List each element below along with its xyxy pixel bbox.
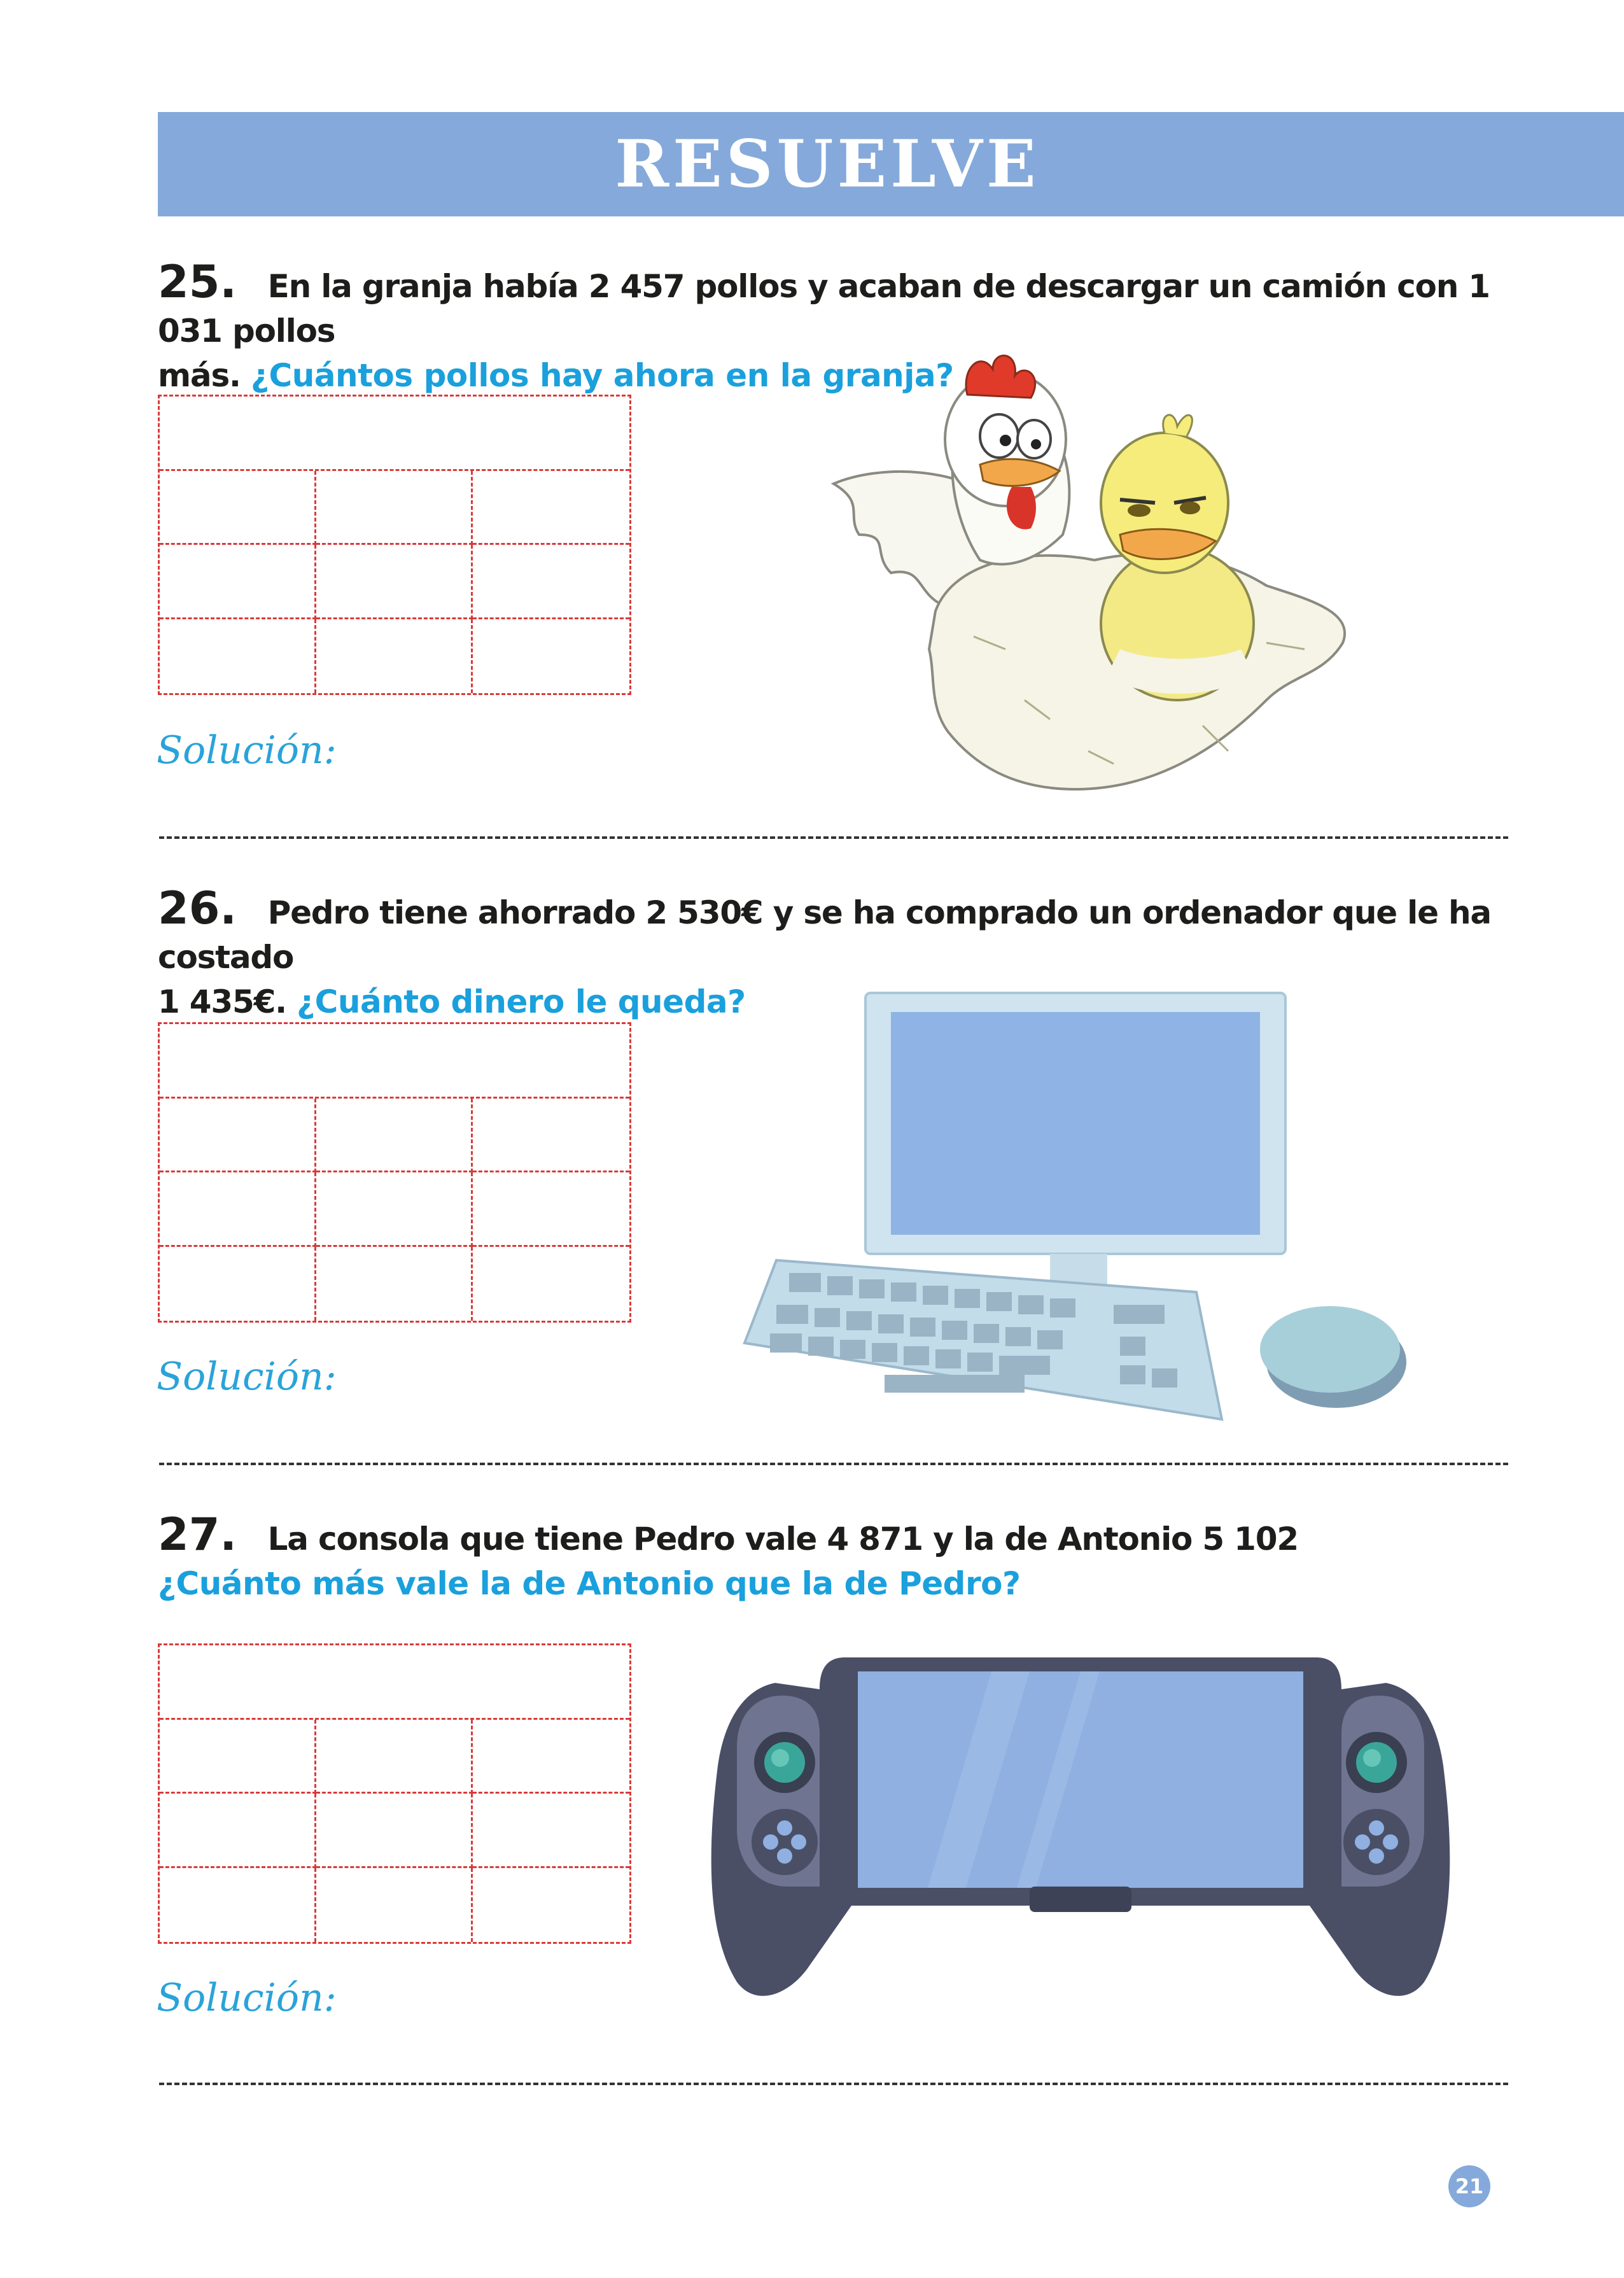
problem-number: 25 (158, 256, 220, 308)
page-number: 21 (1448, 2165, 1490, 2207)
answer-line[interactable] (159, 836, 1508, 839)
problem-statement: Pedro tiene ahorrado 2 530€ y se ha comprado un ordenador que le ha costado (158, 894, 1491, 976)
problem-statement-cont: 1 435€. (158, 983, 286, 1020)
problem-statement: En la granja había 2 457 pollos y acaban de descargar un camión con 1 031 pollos (158, 268, 1490, 349)
answer-line[interactable] (159, 2083, 1508, 2085)
problem-question: ¿Cuánto dinero le queda? (297, 983, 746, 1020)
answer-line[interactable] (159, 1463, 1508, 1465)
problem-number: 27 (158, 1508, 220, 1561)
solution-label: Solución: (157, 1976, 337, 2020)
problem-question: ¿Cuántos pollos hay ahora en la granja? (251, 357, 954, 394)
problem-27: 27. La consola que tiene Pedro vale 4 871 y la de Antonio 5 102 ¿Cuánto más vale la de Antonio que la de Pedro? (158, 1508, 1298, 1602)
problem-number: 26 (158, 882, 220, 934)
operation-grid[interactable] (158, 1022, 631, 1323)
problem-26: 26. Pedro tiene ahorrado 2 530€ y se ha comprado un ordenador que le ha costado 1 435€. ¿Cuánto dinero le queda? (158, 882, 1491, 1020)
operation-grid[interactable] (158, 395, 631, 695)
game-console-icon (699, 1651, 1462, 2007)
problem-question: ¿Cuánto más vale la de Antonio que la de Pedro? (158, 1565, 1021, 1602)
operation-grid[interactable] (158, 1643, 631, 1944)
page-title: RESUELVE (615, 126, 1040, 202)
hen-and-chick-icon (821, 344, 1355, 802)
computer-icon (738, 987, 1419, 1426)
solution-label: Solución: (157, 728, 337, 773)
title-banner (158, 112, 1624, 216)
problem-25: 25. En la granja había 2 457 pollos y acaban de descargar un camión con 1 031 pollos más. ¿Cuántos pollos hay ahora en la granja? (158, 256, 1490, 394)
solution-label: Solución: (157, 1354, 337, 1399)
problem-statement: La consola que tiene Pedro vale 4 871 y la de Antonio 5 102 (267, 1521, 1298, 1557)
problem-statement-cont: más. (158, 357, 241, 394)
